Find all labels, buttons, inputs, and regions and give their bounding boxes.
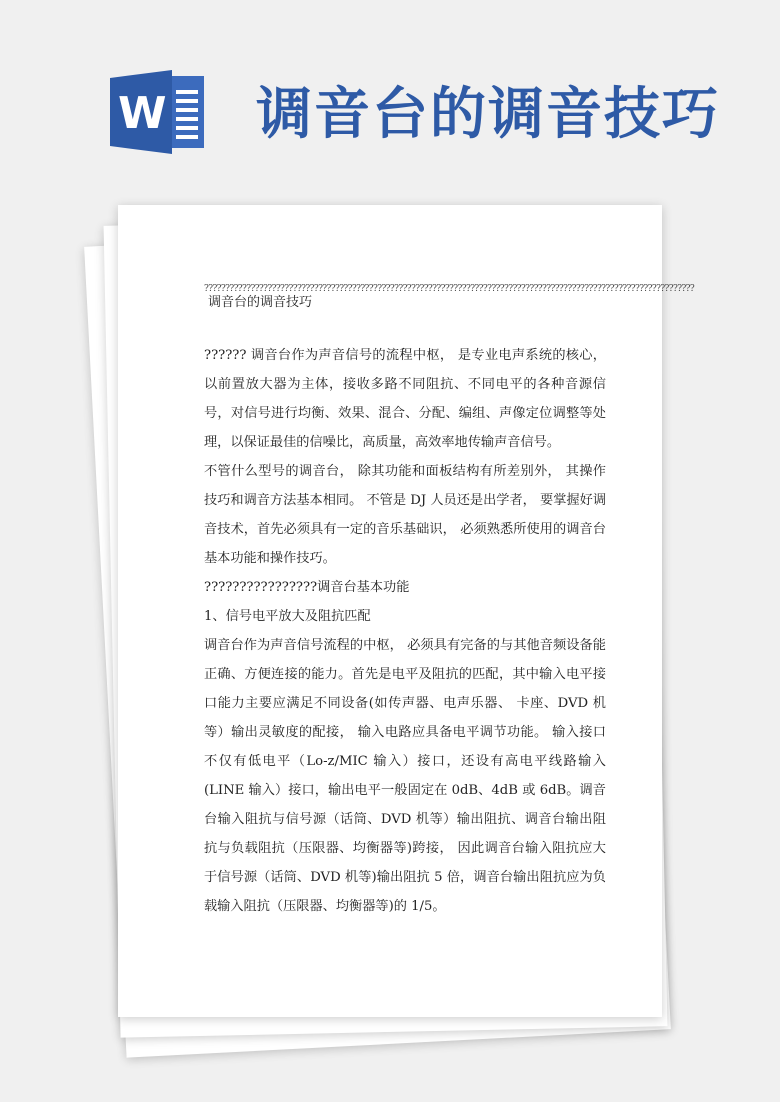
section-heading-functions: ????????????????调音台基本功能 — [204, 580, 410, 595]
document-heading — [204, 282, 695, 311]
paragraph-signal-level: 调音台作为声音信号流程的中枢， 必须具有完备的与其他音频设备能正确、方便连接的能力。首先是电平及阻抗的匹配，其中输入电平接口能力主要应满足不同设备(如传声器、电声乐器、 卡座、DVD 机等）输出灵敏度的配接， 输入电路应具备电平调节功能。 输入接口不仅有低电平（Lo-z/MIC 输入）接口，还设有高电平线路输入(LINE 输入）接口，输出电平一般固定在 0dB、4dB 或 6dB。调音台输入阻抗与信号源（话筒、DVD 机等）输出阻抗、调音台输出阻抗与负载阻抗（压限器、均衡器等)跨接， 因此调音台输入阻抗应大于信号源（话筒、DVD 机等)输出阻抗 5 倍，调音台输出阻抗应为负载输入阻抗（压限器、均衡器等)的 1/5。 — [204, 638, 606, 914]
word-icon-letter: W — [118, 88, 167, 139]
subsection-heading: 1、信号电平放大及阻抗匹配 — [204, 609, 371, 624]
paragraph-intro: ?????? 调音台作为声音信号的流程中枢， 是专业电声系统的核心， 以前置放大器为主体，接收多路不同阻抗、不同电平的各种音源信号，对信号进行均衡、效果、混合、分配、编组、声像定位调整等处理，以保证最佳的信噪比，高质量，高效率地传输声音信号。 — [204, 348, 606, 450]
document-title: 调音台的调音技巧 — [208, 295, 313, 310]
word-document-icon — [110, 70, 208, 154]
header-banner — [0, 0, 780, 200]
paragraph-operation: 不管什么型号的调音台， 除其功能和面板结构有所差别外， 其操作技巧和调音方法基本相同。 不管是 DJ 人员还是出学者， 要掌握好调音技术，首先必须具有一定的音乐基础识， 必须熟悉所使用的调音台基本功能和操作技巧。 — [204, 464, 606, 566]
garbled-marks: ???????????????????????????????????????????????????????????????????????????????????????????????????????????????????? — [204, 284, 695, 294]
page-title: 调音台的调音技巧 — [256, 82, 720, 147]
document-body — [204, 282, 695, 921]
